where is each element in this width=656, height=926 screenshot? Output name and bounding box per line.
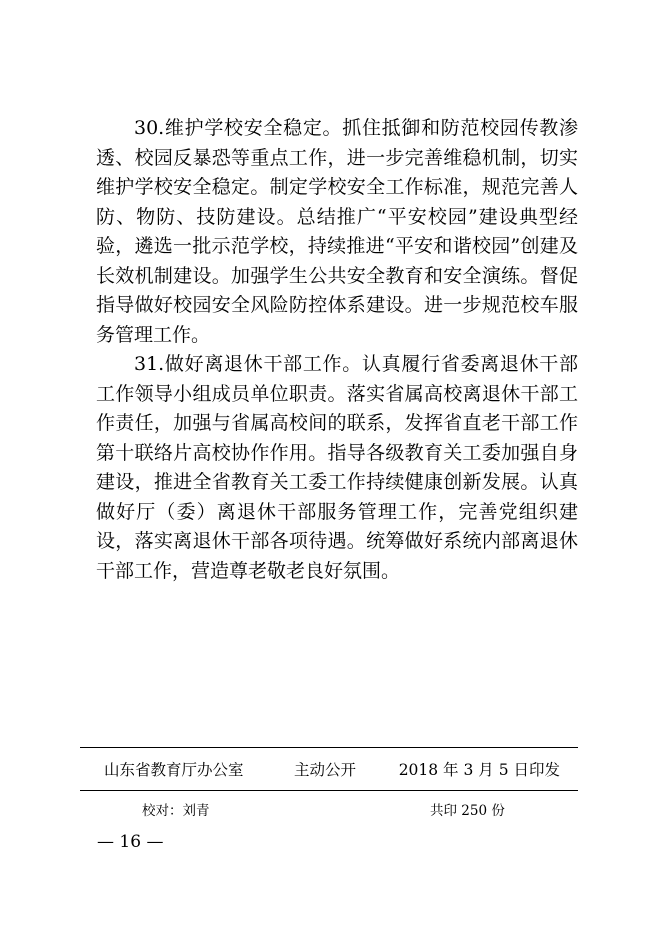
paragraph-retired-cadres: 31.做好离退休干部工作。认真履行省委离退休干部工作领导小组成员单位职责。落实省属高校离退休干部工作责任，加强与省属高校间的联系，发挥省直老干部工作第十联络片高校协作作用。指导各级教育关工委加强自身建设，推进全省教育关工委工作持续健康创新发展。认真做好厅（委）离退休干部服务管理工作，完善党组织建设，落实离退休干部各项待遇。统筹做好系统内部离退休干部工作，营造尊老敬老良好氛围。 bbox=[96, 353, 578, 582]
page-number: — 16 — bbox=[97, 832, 164, 852]
disclosure-label: 主动公开 bbox=[294, 761, 357, 779]
issuer-label: 山东省教育厅办公室 bbox=[104, 761, 244, 779]
footer-print-row bbox=[80, 791, 578, 827]
proofreader-label: 校对：刘青 bbox=[142, 803, 210, 819]
document-footer bbox=[80, 747, 578, 827]
body-text bbox=[96, 114, 578, 586]
footer-issue-row bbox=[80, 748, 578, 790]
issued-date: 2018 年 3 月 5 日印发 bbox=[398, 761, 560, 779]
copies-label: 共印 250 份 bbox=[430, 803, 505, 819]
paragraph-school-safety: 30.维护学校安全稳定。抓住抵御和防范校园传教渗透、校园反暴恐等重点工作，进一步完善维稳机制，切实维护学校安全稳定。制定学校安全工作标准，规范完善人防、物防、技防建设。总结推广“平安校园”建设典型经验，遴选一批示范学校，持续推进“平安和谐校园”创建及长效机制建设。加强学生公共安全教育和安全演练。督促指导做好校园安全风险防控体系建设。进一步规范校车服务管理工作。 bbox=[96, 117, 578, 346]
